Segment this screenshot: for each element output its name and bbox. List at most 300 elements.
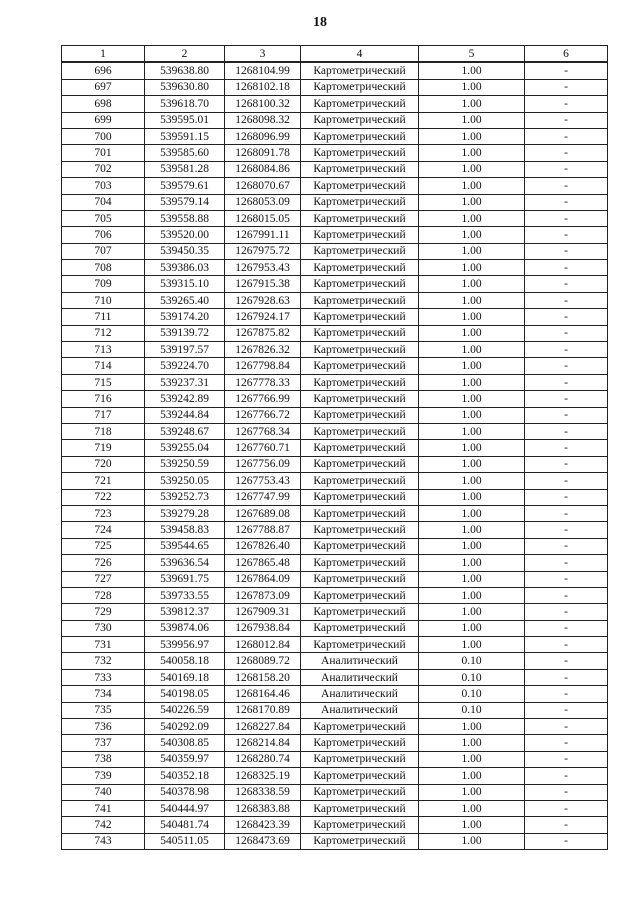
table-row <box>62 243 608 259</box>
y-coordinate-cell: 1267760.71 <box>225 440 301 456</box>
table-row <box>62 374 608 390</box>
point-number-cell: 734 <box>62 686 145 702</box>
note-cell: - <box>525 178 608 194</box>
method-cell: Картометрический <box>301 358 419 374</box>
column-header: 1 <box>62 46 145 63</box>
y-coordinate-cell: 1267766.72 <box>225 407 301 423</box>
x-coordinate-cell: 539691.75 <box>145 571 225 587</box>
x-coordinate-cell: 539579.61 <box>145 178 225 194</box>
accuracy-cell: 1.00 <box>419 735 525 751</box>
note-cell: - <box>525 637 608 653</box>
note-cell: - <box>525 719 608 735</box>
y-coordinate-cell: 1267864.09 <box>225 571 301 587</box>
accuracy-cell: 1.00 <box>419 391 525 407</box>
y-coordinate-cell: 1268473.69 <box>225 833 301 849</box>
y-coordinate-cell: 1268325.19 <box>225 768 301 784</box>
note-cell: - <box>525 686 608 702</box>
table-row <box>62 784 608 800</box>
table-row <box>62 637 608 653</box>
method-cell: Картометрический <box>301 587 419 603</box>
point-number-cell: 707 <box>62 243 145 259</box>
note-cell: - <box>525 751 608 767</box>
method-cell: Картометрический <box>301 833 419 849</box>
x-coordinate-cell: 539595.01 <box>145 112 225 128</box>
y-coordinate-cell: 1267798.84 <box>225 358 301 374</box>
x-coordinate-cell: 539618.70 <box>145 96 225 112</box>
point-number-cell: 704 <box>62 194 145 210</box>
y-coordinate-cell: 1267753.43 <box>225 473 301 489</box>
accuracy-cell: 1.00 <box>419 112 525 128</box>
table-row <box>62 112 608 128</box>
x-coordinate-cell: 539265.40 <box>145 292 225 308</box>
accuracy-cell: 0.10 <box>419 653 525 669</box>
x-coordinate-cell: 539874.06 <box>145 620 225 636</box>
point-number-cell: 715 <box>62 374 145 390</box>
table-row <box>62 555 608 571</box>
accuracy-cell: 0.10 <box>419 686 525 702</box>
table-row <box>62 669 608 685</box>
point-number-cell: 725 <box>62 538 145 554</box>
table-row <box>62 210 608 226</box>
accuracy-cell: 0.10 <box>419 669 525 685</box>
accuracy-cell: 1.00 <box>419 161 525 177</box>
y-coordinate-cell: 1268098.32 <box>225 112 301 128</box>
table-row <box>62 227 608 243</box>
column-header: 2 <box>145 46 225 63</box>
note-cell: - <box>525 358 608 374</box>
method-cell: Картометрический <box>301 719 419 735</box>
point-number-cell: 728 <box>62 587 145 603</box>
table-row <box>62 587 608 603</box>
note-cell: - <box>525 735 608 751</box>
y-coordinate-cell: 1268383.88 <box>225 800 301 816</box>
point-number-cell: 709 <box>62 276 145 292</box>
table-row <box>62 407 608 423</box>
x-coordinate-cell: 539458.83 <box>145 522 225 538</box>
x-coordinate-cell: 540308.85 <box>145 735 225 751</box>
accuracy-cell: 1.00 <box>419 571 525 587</box>
point-number-cell: 738 <box>62 751 145 767</box>
point-number-cell: 701 <box>62 145 145 161</box>
method-cell: Картометрический <box>301 309 419 325</box>
note-cell: - <box>525 161 608 177</box>
y-coordinate-cell: 1267924.17 <box>225 309 301 325</box>
point-number-cell: 719 <box>62 440 145 456</box>
note-cell: - <box>525 702 608 718</box>
accuracy-cell: 1.00 <box>419 210 525 226</box>
note-cell: - <box>525 79 608 95</box>
point-number-cell: 705 <box>62 210 145 226</box>
x-coordinate-cell: 539636.54 <box>145 555 225 571</box>
table-body <box>62 62 608 849</box>
accuracy-cell: 1.00 <box>419 194 525 210</box>
x-coordinate-cell: 540378.98 <box>145 784 225 800</box>
point-number-cell: 718 <box>62 423 145 439</box>
y-coordinate-cell: 1268015.05 <box>225 210 301 226</box>
table-row <box>62 751 608 767</box>
point-number-cell: 708 <box>62 260 145 276</box>
x-coordinate-cell: 539250.59 <box>145 456 225 472</box>
note-cell: - <box>525 784 608 800</box>
x-coordinate-cell: 540481.74 <box>145 817 225 833</box>
table-row <box>62 194 608 210</box>
accuracy-cell: 1.00 <box>419 604 525 620</box>
table-row <box>62 620 608 636</box>
x-coordinate-cell: 540511.05 <box>145 833 225 849</box>
y-coordinate-cell: 1268227.84 <box>225 719 301 735</box>
note-cell: - <box>525 62 608 79</box>
table-row <box>62 571 608 587</box>
x-coordinate-cell: 540198.05 <box>145 686 225 702</box>
note-cell: - <box>525 112 608 128</box>
y-coordinate-cell: 1267928.63 <box>225 292 301 308</box>
x-coordinate-cell: 539248.67 <box>145 423 225 439</box>
y-coordinate-cell: 1267991.11 <box>225 227 301 243</box>
note-cell: - <box>525 210 608 226</box>
method-cell: Аналитический <box>301 669 419 685</box>
point-number-cell: 698 <box>62 96 145 112</box>
point-number-cell: 724 <box>62 522 145 538</box>
table-row <box>62 768 608 784</box>
note-cell: - <box>525 145 608 161</box>
accuracy-cell: 1.00 <box>419 358 525 374</box>
note-cell: - <box>525 374 608 390</box>
x-coordinate-cell: 540226.59 <box>145 702 225 718</box>
point-number-cell: 713 <box>62 342 145 358</box>
y-coordinate-cell: 1267975.72 <box>225 243 301 259</box>
table-row <box>62 309 608 325</box>
point-number-cell: 697 <box>62 79 145 95</box>
point-number-cell: 710 <box>62 292 145 308</box>
note-cell: - <box>525 423 608 439</box>
y-coordinate-cell: 1268170.89 <box>225 702 301 718</box>
x-coordinate-cell: 540444.97 <box>145 800 225 816</box>
accuracy-cell: 1.00 <box>419 325 525 341</box>
point-number-cell: 736 <box>62 719 145 735</box>
method-cell: Картометрический <box>301 423 419 439</box>
table-row <box>62 800 608 816</box>
accuracy-cell: 1.00 <box>419 423 525 439</box>
method-cell: Картометрический <box>301 440 419 456</box>
x-coordinate-cell: 540169.18 <box>145 669 225 685</box>
table-row <box>62 96 608 112</box>
method-cell: Картометрический <box>301 227 419 243</box>
x-coordinate-cell: 539450.35 <box>145 243 225 259</box>
table-row <box>62 735 608 751</box>
accuracy-cell: 1.00 <box>419 407 525 423</box>
accuracy-cell: 1.00 <box>419 505 525 521</box>
note-cell: - <box>525 407 608 423</box>
y-coordinate-cell: 1268423.39 <box>225 817 301 833</box>
method-cell: Картометрический <box>301 751 419 767</box>
method-cell: Аналитический <box>301 686 419 702</box>
accuracy-cell: 1.00 <box>419 243 525 259</box>
x-coordinate-cell: 539237.31 <box>145 374 225 390</box>
point-number-cell: 735 <box>62 702 145 718</box>
method-cell: Картометрический <box>301 571 419 587</box>
accuracy-cell: 1.00 <box>419 260 525 276</box>
note-cell: - <box>525 587 608 603</box>
method-cell: Картометрический <box>301 555 419 571</box>
note-cell: - <box>525 489 608 505</box>
page-number: 18 <box>313 15 327 30</box>
point-number-cell: 714 <box>62 358 145 374</box>
table-row <box>62 260 608 276</box>
column-header: 4 <box>301 46 419 63</box>
point-number-cell: 721 <box>62 473 145 489</box>
point-number-cell: 737 <box>62 735 145 751</box>
accuracy-cell: 1.00 <box>419 62 525 79</box>
method-cell: Картометрический <box>301 538 419 554</box>
y-coordinate-cell: 1268084.86 <box>225 161 301 177</box>
point-number-cell: 722 <box>62 489 145 505</box>
x-coordinate-cell: 539386.03 <box>145 260 225 276</box>
point-number-cell: 741 <box>62 800 145 816</box>
method-cell: Картометрический <box>301 194 419 210</box>
table-row <box>62 342 608 358</box>
note-cell: - <box>525 194 608 210</box>
accuracy-cell: 1.00 <box>419 128 525 144</box>
method-cell: Аналитический <box>301 702 419 718</box>
point-number-cell: 720 <box>62 456 145 472</box>
accuracy-cell: 1.00 <box>419 768 525 784</box>
note-cell: - <box>525 620 608 636</box>
table-row <box>62 79 608 95</box>
method-cell: Картометрический <box>301 604 419 620</box>
accuracy-cell: 1.00 <box>419 79 525 95</box>
method-cell: Картометрический <box>301 292 419 308</box>
table-row <box>62 833 608 849</box>
table-row <box>62 440 608 456</box>
x-coordinate-cell: 539812.37 <box>145 604 225 620</box>
y-coordinate-cell: 1267766.99 <box>225 391 301 407</box>
y-coordinate-cell: 1268338.59 <box>225 784 301 800</box>
point-number-cell: 726 <box>62 555 145 571</box>
method-cell: Картометрический <box>301 161 419 177</box>
y-coordinate-cell: 1268104.99 <box>225 62 301 79</box>
table-row <box>62 128 608 144</box>
method-cell: Картометрический <box>301 62 419 79</box>
x-coordinate-cell: 540359.97 <box>145 751 225 767</box>
point-number-cell: 699 <box>62 112 145 128</box>
method-cell: Картометрический <box>301 260 419 276</box>
note-cell: - <box>525 800 608 816</box>
x-coordinate-cell: 539544.65 <box>145 538 225 554</box>
point-number-cell: 706 <box>62 227 145 243</box>
point-number-cell: 696 <box>62 62 145 79</box>
method-cell: Картометрический <box>301 391 419 407</box>
y-coordinate-cell: 1268102.18 <box>225 79 301 95</box>
x-coordinate-cell: 539520.00 <box>145 227 225 243</box>
method-cell: Аналитический <box>301 653 419 669</box>
method-cell: Картометрический <box>301 800 419 816</box>
note-cell: - <box>525 669 608 685</box>
table-row <box>62 423 608 439</box>
note-cell: - <box>525 440 608 456</box>
y-coordinate-cell: 1267875.82 <box>225 325 301 341</box>
method-cell: Картометрический <box>301 96 419 112</box>
method-cell: Картометрический <box>301 489 419 505</box>
method-cell: Картометрический <box>301 374 419 390</box>
point-number-cell: 703 <box>62 178 145 194</box>
x-coordinate-cell: 539315.10 <box>145 276 225 292</box>
table-row <box>62 145 608 161</box>
x-coordinate-cell: 540352.18 <box>145 768 225 784</box>
table-row <box>62 653 608 669</box>
point-number-cell: 730 <box>62 620 145 636</box>
point-number-cell: 716 <box>62 391 145 407</box>
note-cell: - <box>525 456 608 472</box>
x-coordinate-cell: 539956.97 <box>145 637 225 653</box>
table-row <box>62 686 608 702</box>
coordinates-table <box>61 45 608 850</box>
y-coordinate-cell: 1267826.40 <box>225 538 301 554</box>
y-coordinate-cell: 1267826.32 <box>225 342 301 358</box>
x-coordinate-cell: 540292.09 <box>145 719 225 735</box>
accuracy-cell: 1.00 <box>419 145 525 161</box>
x-coordinate-cell: 539579.14 <box>145 194 225 210</box>
note-cell: - <box>525 473 608 489</box>
accuracy-cell: 1.00 <box>419 620 525 636</box>
y-coordinate-cell: 1267756.09 <box>225 456 301 472</box>
method-cell: Картометрический <box>301 735 419 751</box>
y-coordinate-cell: 1267788.87 <box>225 522 301 538</box>
method-cell: Картометрический <box>301 112 419 128</box>
accuracy-cell: 1.00 <box>419 342 525 358</box>
accuracy-cell: 1.00 <box>419 473 525 489</box>
accuracy-cell: 1.00 <box>419 276 525 292</box>
x-coordinate-cell: 539279.28 <box>145 505 225 521</box>
accuracy-cell: 1.00 <box>419 522 525 538</box>
point-number-cell: 711 <box>62 309 145 325</box>
note-cell: - <box>525 555 608 571</box>
accuracy-cell: 0.10 <box>419 702 525 718</box>
y-coordinate-cell: 1268091.78 <box>225 145 301 161</box>
table-row <box>62 719 608 735</box>
method-cell: Картометрический <box>301 128 419 144</box>
table-row <box>62 178 608 194</box>
method-cell: Картометрический <box>301 210 419 226</box>
method-cell: Картометрический <box>301 620 419 636</box>
note-cell: - <box>525 227 608 243</box>
x-coordinate-cell: 540058.18 <box>145 653 225 669</box>
point-number-cell: 729 <box>62 604 145 620</box>
note-cell: - <box>525 260 608 276</box>
x-coordinate-cell: 539591.15 <box>145 128 225 144</box>
note-cell: - <box>525 653 608 669</box>
point-number-cell: 742 <box>62 817 145 833</box>
method-cell: Картометрический <box>301 145 419 161</box>
note-cell: - <box>525 768 608 784</box>
column-header: 5 <box>419 46 525 63</box>
x-coordinate-cell: 539174.20 <box>145 309 225 325</box>
point-number-cell: 743 <box>62 833 145 849</box>
x-coordinate-cell: 539224.70 <box>145 358 225 374</box>
point-number-cell: 717 <box>62 407 145 423</box>
y-coordinate-cell: 1267768.34 <box>225 423 301 439</box>
method-cell: Картометрический <box>301 325 419 341</box>
note-cell: - <box>525 96 608 112</box>
method-cell: Картометрический <box>301 178 419 194</box>
y-coordinate-cell: 1268214.84 <box>225 735 301 751</box>
accuracy-cell: 1.00 <box>419 800 525 816</box>
y-coordinate-cell: 1267865.48 <box>225 555 301 571</box>
x-coordinate-cell: 539139.72 <box>145 325 225 341</box>
method-cell: Картометрический <box>301 505 419 521</box>
y-coordinate-cell: 1268158.20 <box>225 669 301 685</box>
method-cell: Картометрический <box>301 473 419 489</box>
accuracy-cell: 1.00 <box>419 538 525 554</box>
method-cell: Картометрический <box>301 637 419 653</box>
point-number-cell: 712 <box>62 325 145 341</box>
column-header: 6 <box>525 46 608 63</box>
y-coordinate-cell: 1267873.09 <box>225 587 301 603</box>
y-coordinate-cell: 1267915.38 <box>225 276 301 292</box>
x-coordinate-cell: 539558.88 <box>145 210 225 226</box>
accuracy-cell: 1.00 <box>419 637 525 653</box>
note-cell: - <box>525 325 608 341</box>
accuracy-cell: 1.00 <box>419 178 525 194</box>
method-cell: Картометрический <box>301 768 419 784</box>
method-cell: Картометрический <box>301 456 419 472</box>
column-header: 3 <box>225 46 301 63</box>
x-coordinate-cell: 539197.57 <box>145 342 225 358</box>
accuracy-cell: 1.00 <box>419 555 525 571</box>
table-row <box>62 817 608 833</box>
accuracy-cell: 1.00 <box>419 374 525 390</box>
note-cell: - <box>525 391 608 407</box>
method-cell: Картометрический <box>301 522 419 538</box>
method-cell: Картометрический <box>301 342 419 358</box>
x-coordinate-cell: 539252.73 <box>145 489 225 505</box>
point-number-cell: 727 <box>62 571 145 587</box>
x-coordinate-cell: 539733.55 <box>145 587 225 603</box>
point-number-cell: 739 <box>62 768 145 784</box>
accuracy-cell: 1.00 <box>419 833 525 849</box>
point-number-cell: 702 <box>62 161 145 177</box>
table-row <box>62 456 608 472</box>
method-cell: Картометрический <box>301 243 419 259</box>
accuracy-cell: 1.00 <box>419 784 525 800</box>
table-row <box>62 325 608 341</box>
y-coordinate-cell: 1267689.08 <box>225 505 301 521</box>
y-coordinate-cell: 1267953.43 <box>225 260 301 276</box>
y-coordinate-cell: 1268164.46 <box>225 686 301 702</box>
x-coordinate-cell: 539255.04 <box>145 440 225 456</box>
x-coordinate-cell: 539244.84 <box>145 407 225 423</box>
note-cell: - <box>525 522 608 538</box>
note-cell: - <box>525 817 608 833</box>
x-coordinate-cell: 539581.28 <box>145 161 225 177</box>
accuracy-cell: 1.00 <box>419 227 525 243</box>
table-row <box>62 604 608 620</box>
table-row <box>62 292 608 308</box>
x-coordinate-cell: 539250.05 <box>145 473 225 489</box>
note-cell: - <box>525 538 608 554</box>
note-cell: - <box>525 342 608 358</box>
accuracy-cell: 1.00 <box>419 292 525 308</box>
note-cell: - <box>525 309 608 325</box>
x-coordinate-cell: 539585.60 <box>145 145 225 161</box>
y-coordinate-cell: 1267938.84 <box>225 620 301 636</box>
x-coordinate-cell: 539242.89 <box>145 391 225 407</box>
y-coordinate-cell: 1267778.33 <box>225 374 301 390</box>
note-cell: - <box>525 571 608 587</box>
accuracy-cell: 1.00 <box>419 751 525 767</box>
point-number-cell: 740 <box>62 784 145 800</box>
accuracy-cell: 1.00 <box>419 309 525 325</box>
method-cell: Картометрический <box>301 784 419 800</box>
